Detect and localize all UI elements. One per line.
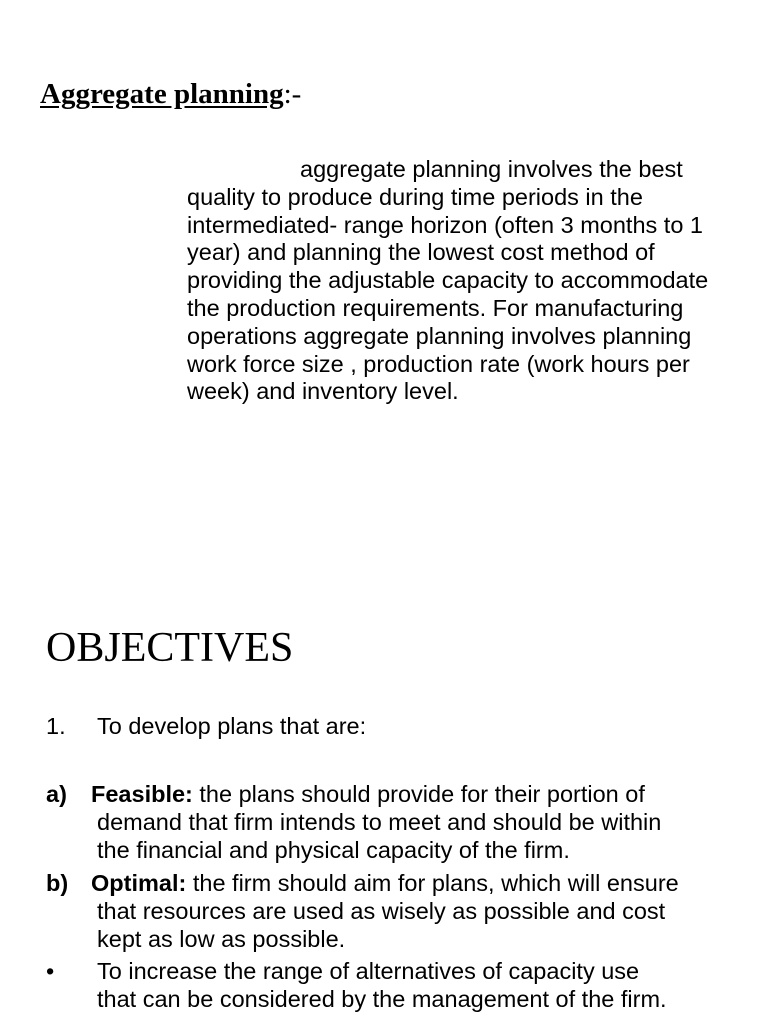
intro-paragraph: aggregate planning involves the best quality to produce during time periods in the intermediated- range horizon (often 3 months to 1 year) and planning the lowest cost method of providing the adjustable capacity to accommodate the production requirements. For manufacturing operations aggregate planning involves planning work force size , production rate (work hours per week) and inventory level.: [187, 156, 709, 405]
list-marker: b): [46, 870, 69, 896]
list-item-continuation: the financial and physical capacity of the firm.: [97, 836, 570, 863]
list-item-text: the firm should aim for plans, which will ensure: [186, 870, 679, 896]
list-item-continuation: demand that firm intends to meet and should be within: [97, 808, 662, 835]
list-item-text: To develop plans that are:: [97, 713, 367, 739]
heading-suffix: :-: [283, 78, 302, 110]
list-item-term: Optimal:: [91, 870, 187, 896]
list-item: [46, 870, 746, 953]
heading-title: Aggregate planning: [40, 78, 284, 110]
list-marker: a): [46, 781, 67, 807]
list-marker: 1.: [46, 713, 66, 739]
list-item-text: To increase the range of alternatives of capacity use: [97, 958, 640, 984]
list-item-continuation: that resources are used as wisely as possible and cost: [97, 897, 666, 924]
list-item-line: [46, 781, 746, 809]
list-item: [46, 958, 746, 1014]
bullet-marker: •: [46, 958, 55, 984]
objectives-heading: OBJECTIVES: [46, 625, 294, 671]
list-item-line: [46, 870, 746, 898]
list-item: [46, 781, 746, 864]
list-item-continuation: that can be considered by the management of the firm.: [97, 985, 667, 1012]
list-item-term: Feasible:: [91, 781, 193, 807]
list-item-text: the plans should provide for their portion of: [192, 781, 645, 807]
list-item-continuation: kept as low as possible.: [97, 925, 346, 952]
section-heading: [40, 76, 301, 112]
list-item: [46, 713, 746, 741]
